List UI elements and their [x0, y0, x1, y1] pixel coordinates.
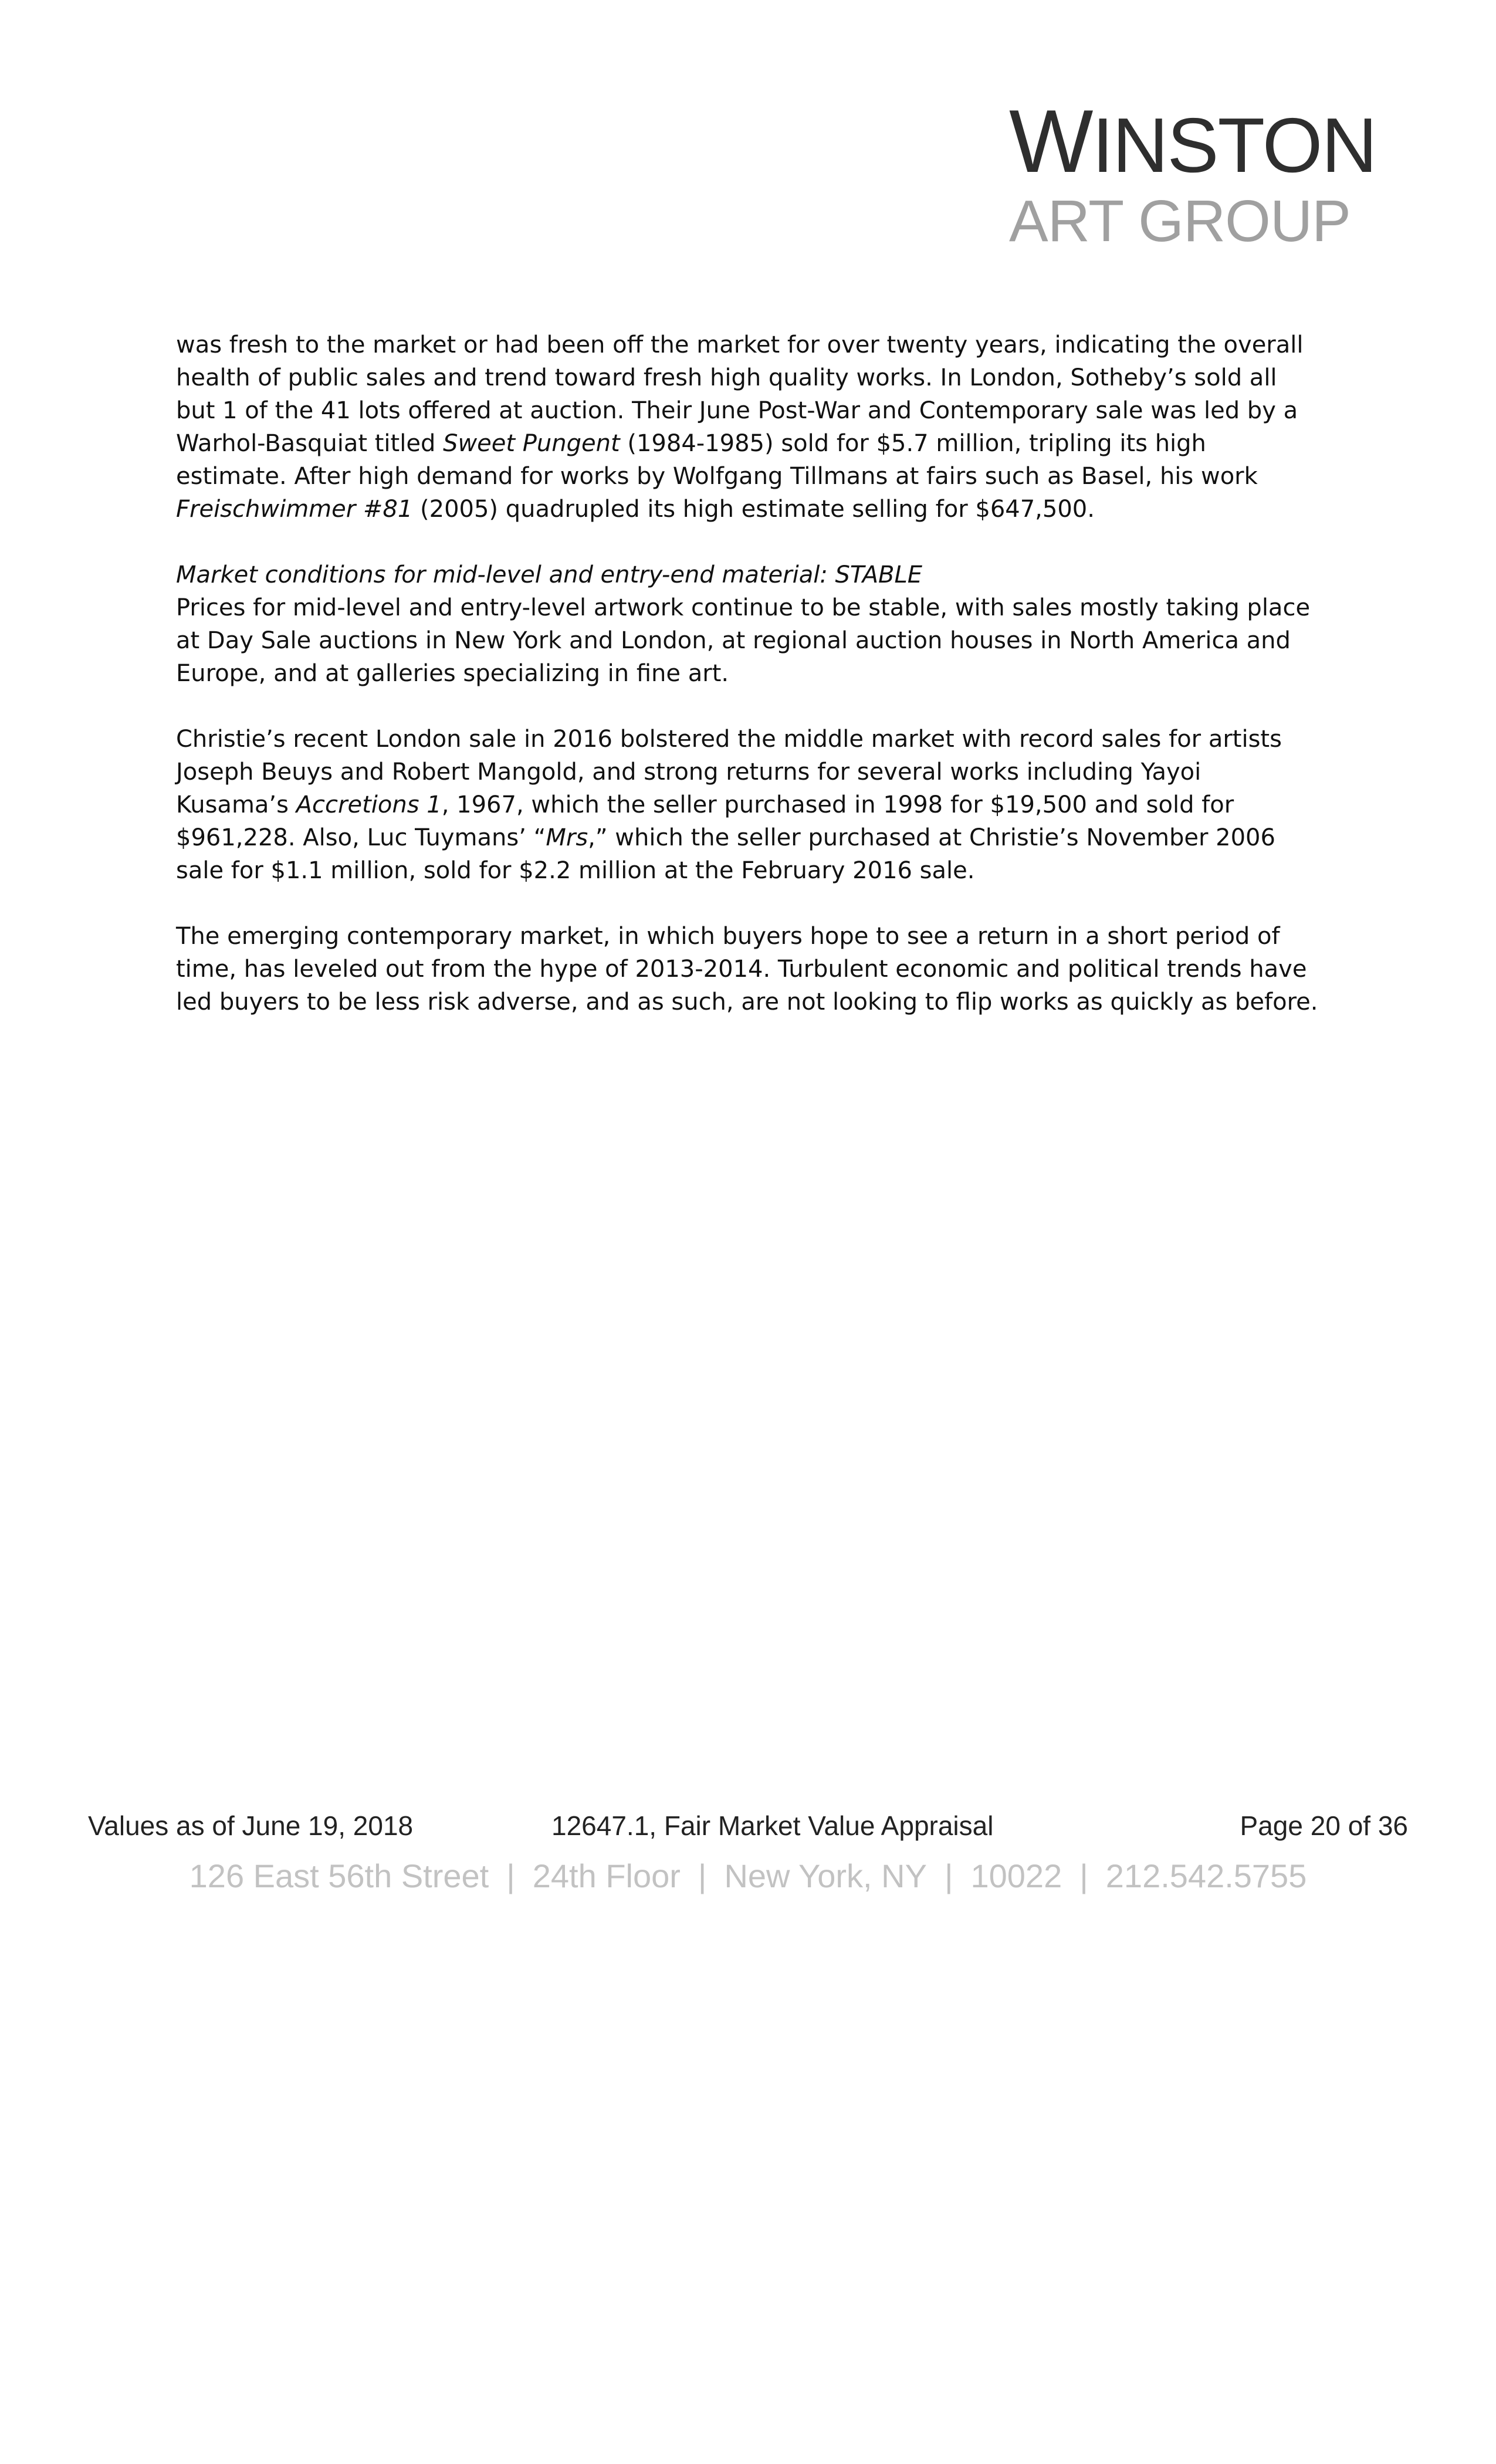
address-floor: 24th Floor: [532, 1857, 681, 1894]
para2-text: Prices for mid-level and entry-level artwork continue to be stable, with sales mostly taking place at Day Sale auctions in New York and London, at regional auction houses in North America and Europe, and at galleries specializing in fine art.: [176, 594, 1311, 687]
address-city: New York, NY: [724, 1857, 927, 1894]
para3-text-1: Christie’s recent London sale in 2016 bolstered the middle market with record sales for artists Joseph Beuys and Robert Mangold, and strong returns for several works including Yayoi Kusama’s: [176, 726, 1282, 818]
artwork-title-freischwimmer: Freischwimmer #81: [176, 496, 413, 523]
artwork-title-sweet-pungent: Sweet Pungent: [443, 430, 620, 457]
company-logo: [1009, 92, 1376, 254]
para1-text-2: (1984-1985) sold for $5.7 million, tripling its high estimate. After high demand for works by Wolfgang Tillmans at fairs such as Basel, his work: [176, 430, 1258, 490]
address-phone: 212.542.5755: [1105, 1857, 1307, 1894]
para3-text-3: ,” which the seller purchased at Christie’s November 2006 sale for $1.1 million, sold for $2.2 million at the February 2016 sale.: [176, 824, 1275, 884]
artwork-title-mrs: Mrs: [546, 824, 588, 851]
logo-winston-rest: INSTON: [1092, 102, 1376, 188]
paragraph-emerging-market: The emerging contemporary market, in which buyers hope to see a return in a short period of time, has leveled out from the hype of 2013-2014. Turbulent economic and political trends have led buyers to be less risk adverse, and as such, are not looking to flip works as quickly as before.: [176, 923, 1318, 1016]
logo-art-group: ART GROUP: [1009, 188, 1351, 254]
logo-initial: W: [1009, 92, 1092, 191]
logo-winston: [1009, 92, 1376, 191]
address-zip: 10022: [970, 1857, 1062, 1894]
para1-text-1: was fresh to the market or had been off the market for over twenty years, indicating the overall health of public sales and trend toward fresh high quality works. In London, Sotheby’s sold all but 1 of the 41 lots offered at auction. Their June Post-War and Contemporary sale was led by a Warhol-Basquiat titled: [176, 331, 1304, 457]
address-separator: |: [506, 1857, 515, 1894]
company-address: [0, 1857, 1496, 1895]
artwork-title-accretions: Accretions 1: [296, 791, 442, 818]
address-separator: |: [1079, 1857, 1088, 1894]
footer-values-date: Values as of June 19, 2018: [88, 1810, 414, 1841]
footer-page-number: Page 20 of 36: [1240, 1810, 1408, 1841]
para1-text-3: (2005) quadrupled its high estimate selling for $647,500.: [412, 496, 1095, 523]
address-separator: |: [944, 1857, 953, 1894]
page-footer: [88, 1810, 1408, 1845]
address-separator: |: [698, 1857, 707, 1894]
paragraph-christies-sale: [176, 723, 1320, 887]
paragraph-mid-level-market: [176, 559, 1320, 690]
para3-text-2: , 1967, which the seller purchased in 1998 for $19,500 and sold for $961,228. Also, Luc Tuymans’ “: [176, 791, 1234, 851]
document-body: [176, 329, 1320, 1051]
address-street: 126 East 56th Street: [189, 1857, 489, 1894]
footer-report-id: 12647.1, Fair Market Value Appraisal: [551, 1810, 994, 1841]
section-heading-market-conditions: Market conditions for mid-level and entry-end material: STABLE: [176, 561, 923, 588]
paragraph-auction-results: [176, 329, 1320, 526]
